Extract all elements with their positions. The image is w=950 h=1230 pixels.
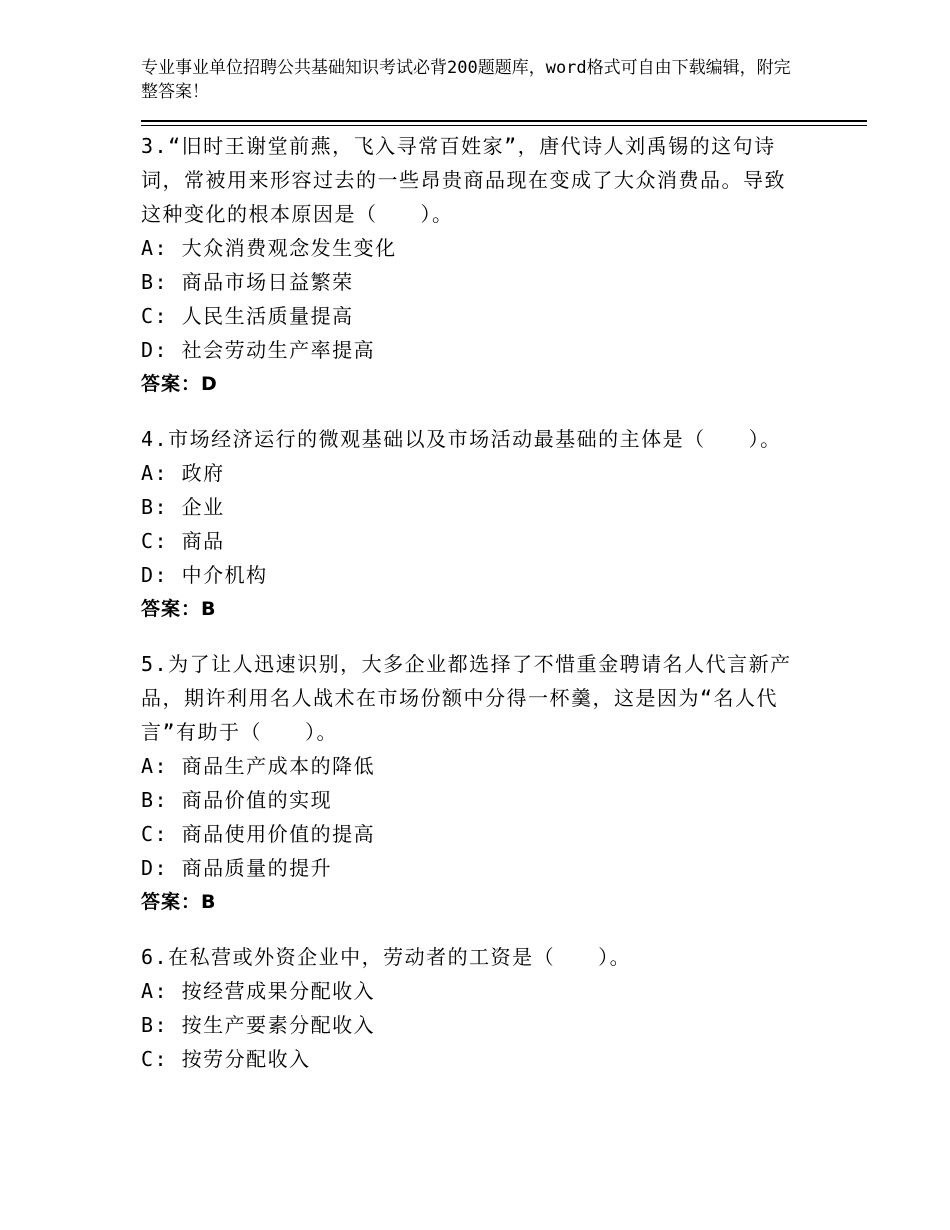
option-b: B: 商品价值的实现: [141, 788, 333, 812]
option-c: C: 按劳分配收入: [141, 1047, 311, 1071]
option-b: B: 按生产要素分配收入: [141, 1013, 376, 1037]
answer-line: 答案：D: [141, 373, 218, 395]
option-c: C: 商品: [141, 529, 225, 553]
option-a: A: 政府: [141, 461, 225, 485]
header-divider-thick: [141, 120, 867, 122]
document-header: 专业事业单位招聘公共基础知识考试必背200题题库，word格式可自由下载编辑，附完整答案！: [141, 58, 791, 102]
option-b: B: 企业: [141, 495, 225, 519]
question-6: [141, 940, 801, 1076]
option-d: D: 中介机构: [141, 563, 268, 587]
option-b: B: 商品市场日益繁荣: [141, 270, 354, 294]
option-a: A: 按经营成果分配收入: [141, 979, 376, 1003]
answer-line: 答案：B: [141, 598, 217, 620]
question-5: [141, 647, 801, 919]
question-stem: 6.在私营或外资企业中，劳动者的工资是（ ）。: [141, 945, 632, 969]
question-stem: 5.为了让人迅速识别，大多企业都选择了不惜重金聘请名人代言新产品，期许利用名人战术在市场份额中分得一杯羹，这是因为“名人代言”有助于（ ）。: [141, 652, 792, 744]
question-3: [141, 129, 801, 401]
option-a: A: 大众消费观念发生变化: [141, 236, 397, 260]
answer-line: 答案：B: [141, 891, 217, 913]
option-c: C: 商品使用价值的提高: [141, 822, 376, 846]
option-a: A: 商品生产成本的降低: [141, 754, 376, 778]
question-list: [141, 126, 801, 1076]
question-stem: 3.“旧时王谢堂前燕，飞入寻常百姓家”，唐代诗人刘禹锡的这句诗词，常被用来形容过去的一些昂贵商品现在变成了大众消费品。导致这种变化的根本原因是（ ）。: [141, 134, 786, 226]
question-4: [141, 422, 801, 626]
option-d: D: 商品质量的提升: [141, 856, 333, 880]
question-stem: 4.市场经济运行的微观基础以及市场活动最基础的主体是（ ）。: [141, 427, 782, 451]
option-c: C: 人民生活质量提高: [141, 304, 354, 328]
option-d: D: 社会劳动生产率提高: [141, 338, 376, 362]
